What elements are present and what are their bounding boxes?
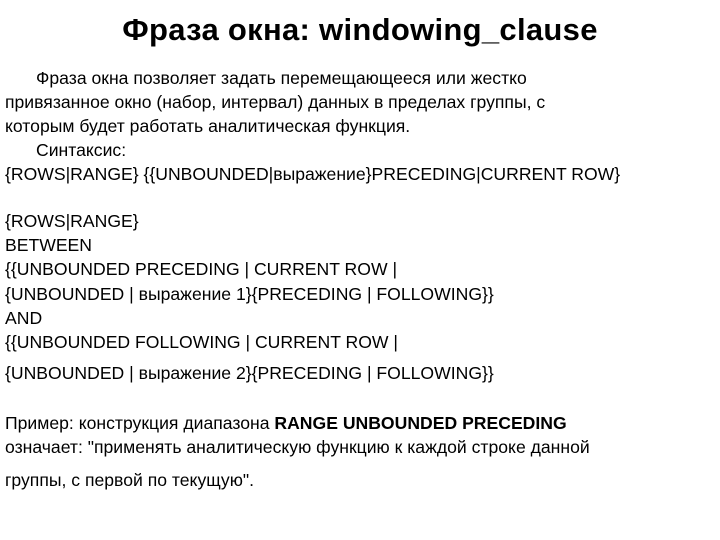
syntax-form-2-line-3: {{UNBOUNDED PRECEDING | CURRENT ROW | — [5, 259, 398, 279]
syntax-form-2-line-5: AND — [5, 308, 43, 328]
syntax-form-2-line-1: {ROWS|RANGE} — [5, 211, 139, 231]
slide-title: Фраза окна: windowing_clause — [122, 12, 598, 47]
syntax-form-1: {ROWS|RANGE} {{UNBOUNDED|выражение}PRECEDING|CURRENT ROW} — [5, 164, 621, 184]
example-prefix: Пример: конструкция диапазона — [5, 413, 275, 433]
syntax-form-2-line-6: {{UNBOUNDED FOLLOWING | CURRENT ROW | — [5, 332, 398, 352]
intro-line-1: Фраза окна позволяет задать перемещающееся или жестко — [36, 68, 527, 88]
syntax-form-2-line-7: {UNBOUNDED | выражение 2}{PRECEDING | FOLLOWING}} — [5, 363, 494, 383]
syntax-label: Синтаксис: — [36, 140, 127, 160]
example-keyword: RANGE UNBOUNDED PRECEDING — [274, 413, 567, 433]
example-line-2: означает: "применять аналитическую функцию к каждой строке данной — [5, 437, 590, 457]
intro-line-3: которым будет работать аналитическая функция. — [5, 116, 411, 136]
example-line-3: группы, с первой по текущую". — [5, 470, 255, 490]
intro-line-2: привязанное окно (набор, интервал) данных в пределах группы, с — [5, 92, 546, 112]
syntax-form-2-line-4: {UNBOUNDED | выражение 1}{PRECEDING | FOLLOWING}} — [5, 284, 494, 304]
example-line-1 — [5, 412, 567, 434]
syntax-form-2-line-2: BETWEEN — [5, 235, 92, 255]
